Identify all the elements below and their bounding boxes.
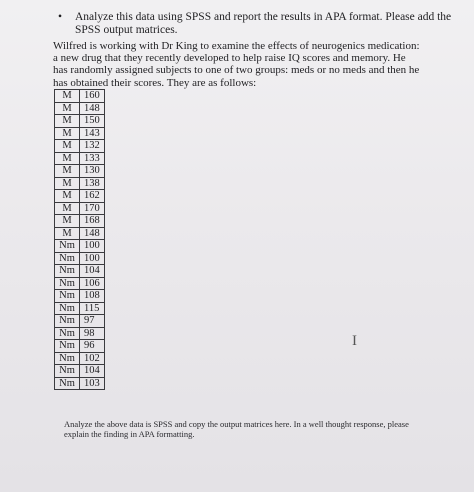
group-cell: M <box>55 140 80 153</box>
table-row <box>55 290 105 303</box>
group-cell: Nm <box>55 265 80 278</box>
table-row <box>55 165 105 178</box>
scores-table <box>54 89 105 390</box>
group-cell: M <box>55 152 80 165</box>
table-row <box>55 227 105 240</box>
table-row <box>55 202 105 215</box>
score-cell: 160 <box>80 90 105 103</box>
score-cell: 133 <box>80 152 105 165</box>
score-cell: 96 <box>80 340 105 353</box>
score-cell: 104 <box>80 365 105 378</box>
score-cell: 148 <box>80 102 105 115</box>
score-cell: 97 <box>80 315 105 328</box>
score-cell: 170 <box>80 202 105 215</box>
group-cell: Nm <box>55 327 80 340</box>
score-cell: 138 <box>80 177 105 190</box>
group-cell: Nm <box>55 365 80 378</box>
score-cell: 150 <box>80 115 105 128</box>
group-cell: Nm <box>55 240 80 253</box>
score-cell: 148 <box>80 227 105 240</box>
group-cell: M <box>55 190 80 203</box>
analysis-prompt: Analyze the above data is SPSS and copy the output matrices here. In a well thought response, please explain the finding in APA formatting. <box>64 419 409 439</box>
group-cell: Nm <box>55 277 80 290</box>
table-row <box>55 352 105 365</box>
score-cell: 100 <box>80 240 105 253</box>
score-cell: 115 <box>80 302 105 315</box>
score-cell: 162 <box>80 190 105 203</box>
instruction-text: Analyze this data using SPSS and report the results in APA format. Please add the SPSS output matrices. <box>75 11 452 36</box>
table-row <box>55 302 105 315</box>
score-cell: 104 <box>80 265 105 278</box>
table-row <box>55 90 105 103</box>
score-cell: 106 <box>80 277 105 290</box>
table-row <box>55 265 105 278</box>
group-cell: Nm <box>55 302 80 315</box>
table-row <box>55 365 105 378</box>
score-cell: 143 <box>80 127 105 140</box>
group-cell: Nm <box>55 352 80 365</box>
group-cell: Nm <box>55 340 80 353</box>
intro-paragraph: Wilfred is working with Dr King to examine the effects of neurogenics medication: a new drug that they recently developed to help raise IQ scores and memory. He has randomly assigned subjects to one of two groups: meds or no meds and then he has obtained their scores. They are as follows: <box>53 40 420 89</box>
group-cell: M <box>55 127 80 140</box>
score-cell: 132 <box>80 140 105 153</box>
table-row <box>55 102 105 115</box>
table-row <box>55 190 105 203</box>
score-cell: 100 <box>80 252 105 265</box>
group-cell: M <box>55 227 80 240</box>
text-cursor-icon: I <box>352 333 357 349</box>
table-row <box>55 240 105 253</box>
score-cell: 103 <box>80 377 105 390</box>
table-row <box>55 152 105 165</box>
bullet-icon: • <box>58 11 63 23</box>
group-cell: M <box>55 115 80 128</box>
group-cell: M <box>55 165 80 178</box>
group-cell: M <box>55 102 80 115</box>
table-row <box>55 252 105 265</box>
table-row <box>55 177 105 190</box>
group-cell: Nm <box>55 377 80 390</box>
score-cell: 102 <box>80 352 105 365</box>
group-cell: M <box>55 202 80 215</box>
table-row <box>55 315 105 328</box>
table-row <box>55 215 105 228</box>
group-cell: Nm <box>55 252 80 265</box>
group-cell: M <box>55 177 80 190</box>
table-row <box>55 140 105 153</box>
group-cell: M <box>55 90 80 103</box>
table-row <box>55 127 105 140</box>
group-cell: M <box>55 215 80 228</box>
table-row <box>55 327 105 340</box>
score-cell: 98 <box>80 327 105 340</box>
table-row <box>55 377 105 390</box>
score-cell: 130 <box>80 165 105 178</box>
score-cell: 168 <box>80 215 105 228</box>
score-cell: 108 <box>80 290 105 303</box>
group-cell: Nm <box>55 290 80 303</box>
table-row <box>55 340 105 353</box>
group-cell: Nm <box>55 315 80 328</box>
table-row <box>55 277 105 290</box>
table-row <box>55 115 105 128</box>
